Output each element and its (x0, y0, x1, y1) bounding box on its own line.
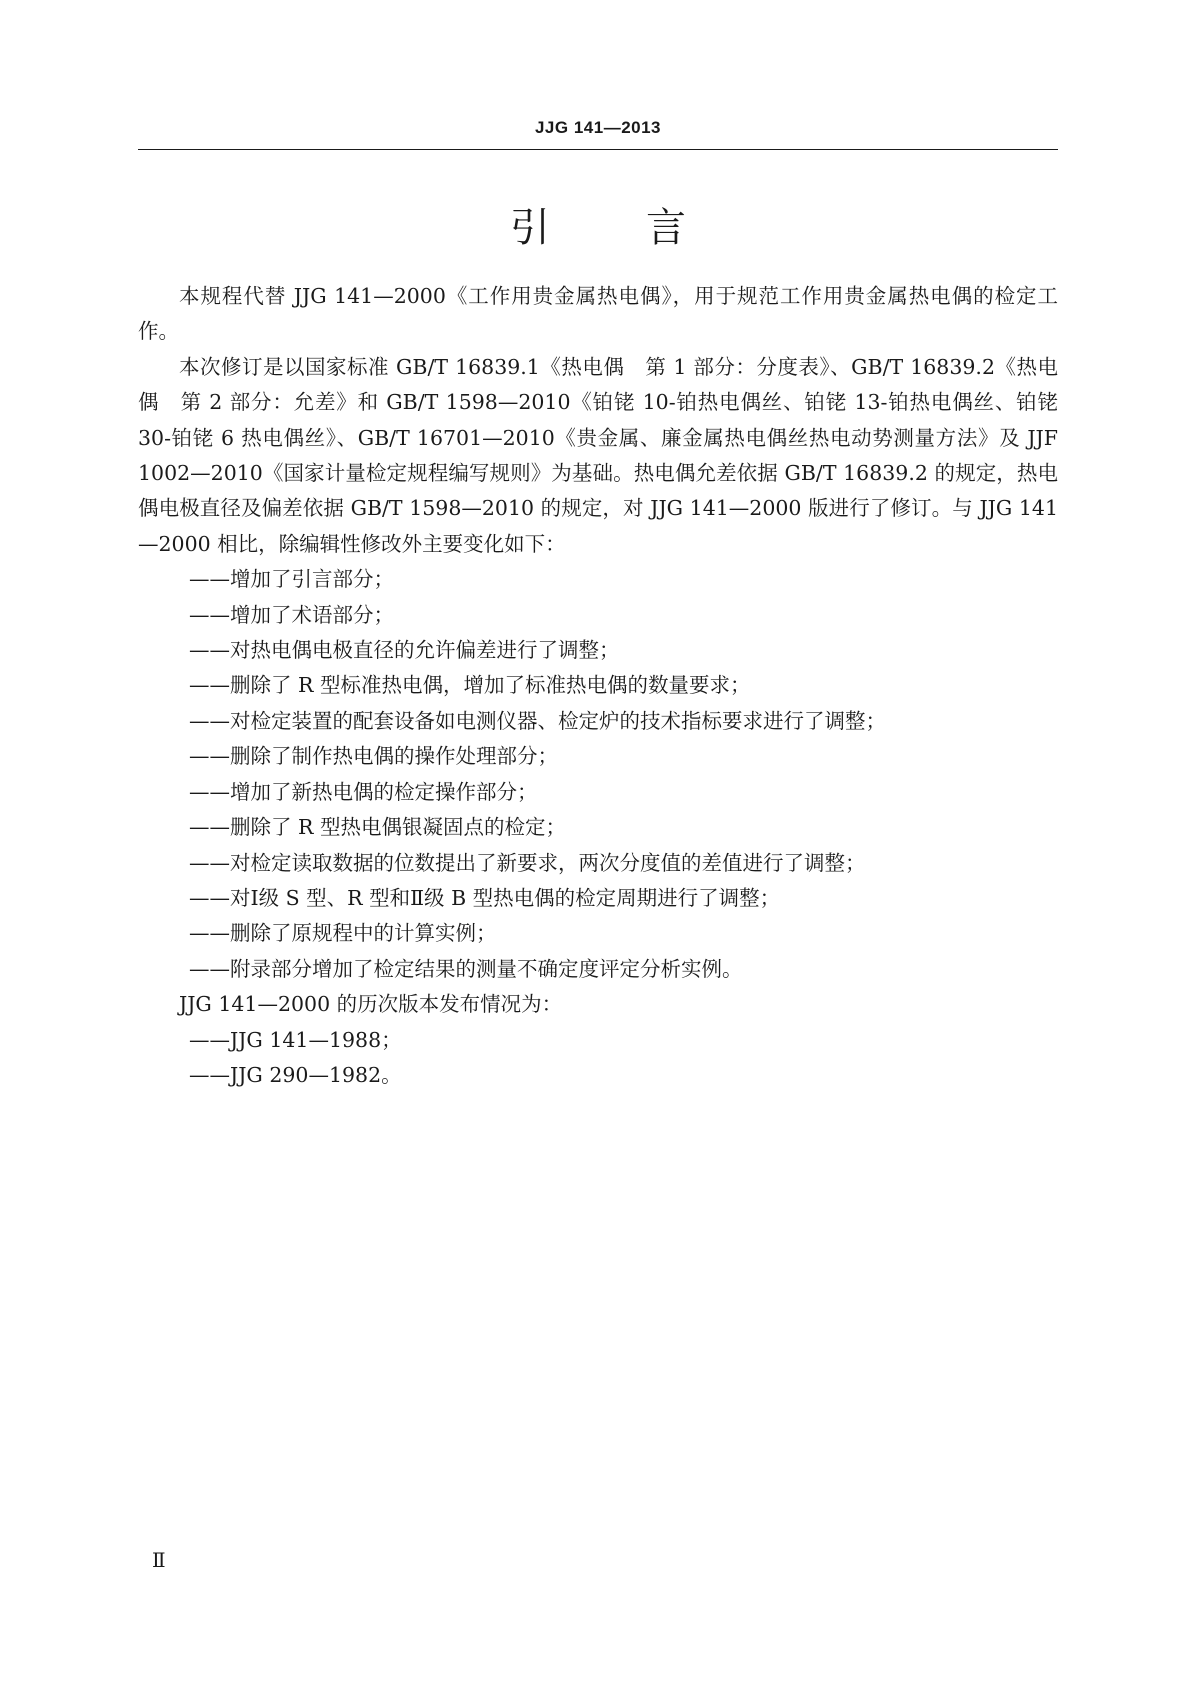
page-number: Ⅱ (152, 1548, 166, 1572)
list-item: ——JJG 290—1982。 (189, 1062, 402, 1087)
list-item: ——删除了 R 型标准热电偶，增加了标准热电偶的数量要求； (189, 673, 751, 698)
history-list (138, 1023, 1058, 1094)
list-item: ——对Ⅰ级 S 型、R 型和Ⅱ级 B 型热电偶的检定周期进行了调整； (189, 885, 781, 910)
list-item: ——增加了引言部分； (189, 567, 394, 592)
list-item: ——对检定装置的配套设备如电测仪器、检定炉的技术指标要求进行了调整； (189, 708, 886, 733)
title-char-1: 引 (510, 205, 550, 251)
list-item: ——JJG 141—1988； (189, 1027, 402, 1052)
list-item: ——对热电偶电极直径的允许偏差进行了调整； (189, 638, 620, 663)
list-item: ——删除了 R 型热电偶银凝固点的检定； (189, 815, 566, 840)
list-item: ——删除了制作热电偶的操作处理部分； (189, 744, 558, 769)
list-item: ——附录部分增加了检定结果的测量不确定度评定分析实例。 (189, 956, 743, 981)
list-item: ——增加了术语部分； (189, 602, 394, 627)
page-title (138, 196, 1058, 253)
header-divider (138, 149, 1058, 150)
change-list (138, 562, 1058, 987)
body-text (138, 279, 1058, 1093)
paragraph-history: JJG 141—2000 的历次版本发布情况为： (179, 992, 563, 1017)
paragraph-revision-basis: 本次修订是以国家标准 GB/T 16839.1《热电偶 第 1 部分：分度表》、GB/T 16839.2《热电偶 第 2 部分：允差》和 GB/T 1598—2010《铂铑 10-铂热电偶丝、铂铑 13-铂热电偶丝、铂铑 30-铂铑 6 热电偶丝》、GB/T 16701—2010《贵金属、廉金属热电偶丝热电动势测量方法》及 JJF 1002—2010《国家计量检定规程编写规则》为基础。热电偶允差依据 GB/T 16839.2 的规定，热电偶电极直径及偏差依据 GB/T 1598—2010 的规定，对 JJG 141—2000 版进行了修订。与 JJG 141—2000 相比，除编辑性修改外主要变化如下： (138, 354, 1058, 556)
list-item: ——对检定读取数据的位数提出了新要求，两次分度值的差值进行了调整； (189, 850, 866, 875)
list-item: ——删除了原规程中的计算实例； (189, 921, 497, 946)
paragraph-replacement: 本规程代替 JJG 141—2000《工作用贵金属热电偶》，用于规范工作用贵金属热电偶的检定工作。 (138, 284, 1058, 344)
page-header-code: JJG 141—2013 (534, 118, 662, 137)
list-item: ——增加了新热电偶的检定操作部分； (189, 779, 538, 804)
title-char-2: 言 (646, 205, 686, 251)
